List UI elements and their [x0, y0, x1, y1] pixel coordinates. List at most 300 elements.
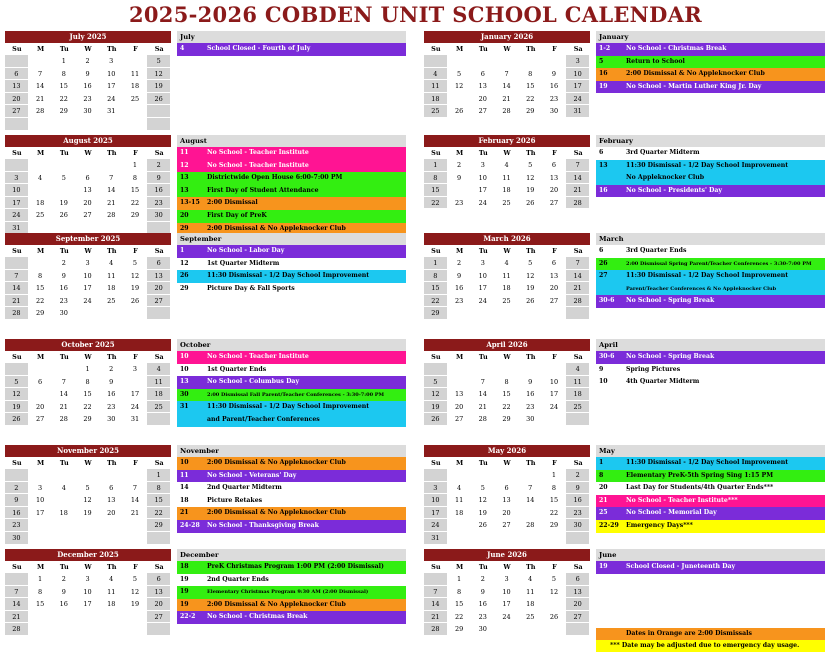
weekday-label: Su — [431, 353, 441, 361]
week-row — [5, 494, 171, 507]
event-row — [596, 245, 825, 258]
day-cell: 3 — [5, 172, 29, 185]
day-cell: 7 — [495, 68, 519, 81]
event-row — [177, 351, 406, 364]
event-row — [596, 283, 825, 296]
week-row — [5, 118, 171, 131]
weekday-label: Sa — [573, 247, 583, 255]
day-cell: 25 — [566, 401, 590, 414]
event-row — [177, 270, 406, 283]
weekday-label: Tu — [59, 247, 69, 255]
event-row — [177, 599, 406, 612]
day-cell: 11 — [424, 80, 448, 93]
event-date: 30 — [180, 390, 189, 398]
day-cell — [29, 159, 53, 172]
weekday-label: M — [36, 459, 45, 467]
event-row — [596, 147, 825, 160]
day-cell: 6 — [471, 68, 495, 81]
day-cell — [76, 159, 100, 172]
day-cell: 4 — [495, 257, 519, 270]
day-cell: 29 — [147, 519, 171, 532]
day-cell: 12 — [471, 494, 495, 507]
day-cell: 26 — [519, 197, 543, 210]
day-cell: 1 — [124, 159, 148, 172]
day-cell: 26 — [76, 519, 100, 532]
event-row — [177, 147, 406, 160]
day-cell: 4 — [448, 482, 472, 495]
week-row — [424, 507, 590, 520]
day-cell — [100, 118, 124, 131]
weekday-label: F — [552, 459, 557, 467]
day-cell: 21 — [124, 507, 148, 520]
day-cell: 30 — [147, 209, 171, 222]
event-text: Last Day for Students/4th Quarter Ends*** — [626, 484, 774, 492]
day-cell: 31 — [100, 105, 124, 118]
weekday-label: Su — [12, 563, 22, 571]
events-month-header: January — [596, 31, 825, 43]
weekday-header-row — [424, 351, 590, 363]
day-cell — [76, 532, 100, 545]
day-cell: 7 — [100, 172, 124, 185]
day-cell: 16 — [566, 494, 590, 507]
day-cell — [147, 105, 171, 118]
day-cell: 16 — [519, 388, 543, 401]
day-cell: 31 — [566, 105, 590, 118]
event-row — [177, 520, 406, 533]
day-cell — [100, 307, 124, 320]
month-calendar — [5, 339, 171, 426]
weekday-label: Tu — [478, 45, 488, 53]
event-date: 10 — [180, 365, 189, 373]
event-row — [596, 561, 825, 574]
day-cell: 21 — [495, 93, 519, 106]
weekday-label: F — [133, 247, 138, 255]
week-row — [5, 282, 171, 295]
weekday-label: W — [84, 353, 92, 361]
day-cell: 17 — [124, 388, 148, 401]
day-cell: 6 — [495, 482, 519, 495]
month-header: November 2025 — [5, 445, 171, 457]
weekday-label: Sa — [154, 353, 164, 361]
event-text: 2nd Quarter Midterm — [207, 484, 282, 492]
event-row — [177, 611, 406, 624]
event-row — [177, 197, 406, 210]
day-cell: 13 — [495, 494, 519, 507]
day-cell: 6 — [76, 172, 100, 185]
weekday-label: F — [133, 45, 138, 53]
day-cell: 10 — [543, 376, 567, 389]
event-date: 1 — [180, 247, 185, 254]
week-row — [424, 401, 590, 414]
event-date: 10 — [180, 353, 189, 360]
day-cell: 21 — [52, 401, 76, 414]
weekday-label: Su — [431, 459, 441, 467]
day-cell: 30 — [566, 519, 590, 532]
day-cell: 5 — [448, 68, 472, 81]
day-cell — [448, 55, 472, 68]
day-cell: 30 — [100, 413, 124, 426]
day-cell — [519, 623, 543, 636]
day-cell: 29 — [124, 209, 148, 222]
week-row — [5, 532, 171, 545]
week-row — [5, 376, 171, 389]
day-cell: 23 — [519, 401, 543, 414]
events-month-header: March — [596, 233, 825, 245]
day-cell: 13 — [147, 586, 171, 599]
day-cell: 16 — [100, 388, 124, 401]
day-cell: 11 — [566, 376, 590, 389]
month-events — [177, 31, 406, 56]
day-cell: 20 — [76, 197, 100, 210]
day-cell: 22 — [543, 507, 567, 520]
week-row — [5, 469, 171, 482]
day-cell: 24 — [543, 401, 567, 414]
day-cell: 13 — [543, 270, 567, 283]
week-row — [5, 307, 171, 320]
week-row — [424, 623, 590, 636]
day-cell — [147, 623, 171, 636]
event-date: 18 — [180, 563, 189, 570]
event-row — [177, 482, 406, 495]
day-cell — [76, 118, 100, 131]
day-cell — [147, 532, 171, 545]
day-cell: 10 — [100, 68, 124, 81]
event-date: 8 — [599, 471, 604, 479]
day-cell — [124, 105, 148, 118]
month-events — [177, 549, 406, 624]
week-row — [424, 55, 590, 68]
day-cell: 8 — [543, 482, 567, 495]
week-row — [424, 68, 590, 81]
event-text: Emergency Days*** — [626, 521, 693, 529]
event-row — [177, 43, 406, 56]
day-cell — [543, 307, 567, 320]
day-cell: 30 — [52, 623, 76, 636]
day-cell — [124, 469, 148, 482]
weekday-label: Sa — [154, 247, 164, 255]
day-cell: 1 — [29, 573, 53, 586]
day-cell: 5 — [519, 257, 543, 270]
day-cell: 7 — [566, 257, 590, 270]
day-cell: 3 — [29, 482, 53, 495]
day-cell: 11 — [100, 270, 124, 283]
day-cell — [566, 532, 590, 545]
event-date: 11 — [180, 471, 189, 479]
day-cell: 11 — [124, 68, 148, 81]
week-row — [5, 611, 171, 624]
day-cell — [29, 532, 53, 545]
day-cell: 18 — [100, 598, 124, 611]
day-cell: 10 — [76, 586, 100, 599]
day-cell: 9 — [52, 586, 76, 599]
day-cell: 5 — [519, 159, 543, 172]
day-cell: 28 — [471, 413, 495, 426]
day-cell: 30 — [5, 532, 29, 545]
weekday-label: W — [84, 563, 92, 571]
event-date: 13-15 — [180, 199, 200, 207]
day-cell: 18 — [519, 598, 543, 611]
day-cell: 20 — [471, 93, 495, 106]
event-text: No School - Christmas Break — [207, 613, 308, 621]
day-cell: 12 — [76, 494, 100, 507]
day-cell: 27 — [147, 295, 171, 308]
day-cell: 16 — [52, 598, 76, 611]
weekday-label: M — [455, 459, 464, 467]
day-cell: 14 — [5, 598, 29, 611]
day-cell: 20 — [100, 507, 124, 520]
day-cell: 11 — [147, 376, 171, 389]
month-header: August 2025 — [5, 135, 171, 147]
day-cell: 14 — [566, 172, 590, 185]
day-cell: 10 — [5, 184, 29, 197]
event-row — [596, 457, 825, 470]
day-cell: 24 — [124, 401, 148, 414]
month-header: September 2025 — [5, 233, 171, 245]
day-cell: 6 — [147, 573, 171, 586]
day-cell: 13 — [147, 270, 171, 283]
day-cell — [52, 532, 76, 545]
week-row — [424, 257, 590, 270]
week-row — [424, 184, 590, 197]
day-cell: 4 — [519, 573, 543, 586]
day-cell: 15 — [124, 184, 148, 197]
weekday-label: W — [503, 247, 511, 255]
weekday-label: F — [552, 563, 557, 571]
events-month-header: April — [596, 339, 825, 351]
day-cell — [5, 573, 29, 586]
month-calendar — [424, 549, 590, 636]
day-cell: 8 — [124, 172, 148, 185]
month-events — [596, 135, 825, 197]
day-cell: 20 — [5, 93, 29, 106]
event-text: 11:30 Dismissal - 1/2 Day School Improvement — [626, 161, 789, 169]
day-cell: 27 — [566, 611, 590, 624]
event-row — [596, 172, 825, 185]
weekday-label: Su — [12, 45, 22, 53]
day-cell: 8 — [29, 586, 53, 599]
event-row — [596, 81, 825, 94]
weekday-label: M — [455, 45, 464, 53]
day-cell: 27 — [471, 105, 495, 118]
day-cell: 23 — [52, 295, 76, 308]
day-cell: 10 — [495, 586, 519, 599]
day-cell: 25 — [100, 295, 124, 308]
day-cell — [29, 55, 53, 68]
day-cell: 22 — [124, 197, 148, 210]
day-cell: 14 — [5, 282, 29, 295]
week-row — [424, 494, 590, 507]
event-date: 9 — [599, 365, 604, 373]
event-text: 2:00 Dismissal & No Appleknocker Club — [207, 459, 346, 466]
day-cell: 10 — [76, 270, 100, 283]
day-cell: 8 — [29, 270, 53, 283]
week-row — [424, 519, 590, 532]
day-cell: 25 — [495, 197, 519, 210]
day-cell: 15 — [448, 598, 472, 611]
day-cell: 11 — [29, 184, 53, 197]
day-cell: 7 — [124, 482, 148, 495]
day-cell — [5, 363, 29, 376]
event-date: 10 — [180, 459, 189, 466]
event-text: 3rd Quarter Midterm — [626, 149, 700, 156]
day-cell — [566, 623, 590, 636]
day-cell: 20 — [543, 184, 567, 197]
day-cell: 2 — [52, 257, 76, 270]
event-text: No School - Teacher Institute — [207, 149, 309, 156]
day-cell: 31 — [124, 413, 148, 426]
event-row — [177, 389, 406, 402]
week-row — [424, 413, 590, 426]
event-text: 4th Quarter Midterm — [626, 378, 700, 386]
event-text: Spring Pictures — [626, 365, 681, 373]
day-cell: 18 — [100, 282, 124, 295]
day-cell: 2 — [147, 159, 171, 172]
event-date: 22-2 — [180, 613, 196, 621]
day-cell: 13 — [566, 586, 590, 599]
day-cell: 5 — [52, 172, 76, 185]
week-row — [5, 270, 171, 283]
event-date: 11 — [180, 149, 189, 156]
day-cell: 14 — [495, 80, 519, 93]
weekday-header-row — [5, 245, 171, 257]
event-date: 24-28 — [180, 521, 200, 529]
day-cell: 28 — [29, 105, 53, 118]
day-cell: 30 — [471, 623, 495, 636]
month-events — [177, 233, 406, 295]
day-cell: 13 — [471, 80, 495, 93]
weekday-label: Sa — [573, 353, 583, 361]
day-cell: 21 — [5, 295, 29, 308]
weekday-label: Th — [106, 459, 117, 467]
day-cell: 27 — [495, 519, 519, 532]
day-cell: 25 — [52, 519, 76, 532]
day-cell: 31 — [5, 222, 29, 235]
events-month-header: September — [177, 233, 406, 245]
month-calendar — [5, 233, 171, 320]
day-cell: 28 — [124, 519, 148, 532]
day-cell — [495, 307, 519, 320]
week-row — [424, 270, 590, 283]
day-cell: 12 — [519, 270, 543, 283]
month-calendar — [424, 233, 590, 320]
day-cell — [124, 118, 148, 131]
weekday-label: Tu — [478, 563, 488, 571]
day-cell — [424, 55, 448, 68]
event-text: 3rd Quarter Ends — [626, 247, 687, 254]
day-cell: 19 — [124, 598, 148, 611]
day-cell: 24 — [76, 295, 100, 308]
legend — [596, 628, 825, 652]
event-date: 19 — [180, 575, 189, 583]
week-row — [5, 598, 171, 611]
day-cell: 4 — [566, 363, 590, 376]
event-date: 13 — [180, 186, 189, 194]
event-row — [177, 172, 406, 185]
day-cell: 11 — [100, 586, 124, 599]
day-cell: 28 — [5, 307, 29, 320]
day-cell: 10 — [124, 376, 148, 389]
day-cell: 8 — [76, 376, 100, 389]
day-cell: 19 — [147, 80, 171, 93]
day-cell: 14 — [471, 388, 495, 401]
event-text: No School - Labor Day — [207, 247, 285, 254]
day-cell: 4 — [100, 257, 124, 270]
event-row — [177, 376, 406, 389]
week-row — [424, 482, 590, 495]
week-row — [5, 80, 171, 93]
day-cell: 31 — [76, 623, 100, 636]
month-events — [177, 135, 406, 235]
day-cell: 26 — [424, 413, 448, 426]
day-cell: 1 — [543, 469, 567, 482]
weekday-label: W — [503, 45, 511, 53]
month-calendar — [5, 31, 171, 131]
day-cell: 21 — [566, 184, 590, 197]
day-cell: 5 — [76, 482, 100, 495]
event-text: Picture Retakes — [207, 496, 263, 504]
day-cell: 25 — [519, 611, 543, 624]
month-header: October 2025 — [5, 339, 171, 351]
day-cell: 26 — [543, 611, 567, 624]
event-date: 20 — [599, 484, 608, 492]
day-cell: 5 — [147, 55, 171, 68]
event-row — [177, 414, 406, 427]
day-cell — [147, 118, 171, 131]
day-cell — [519, 307, 543, 320]
week-row — [5, 519, 171, 532]
weekday-label: F — [133, 459, 138, 467]
day-cell: 16 — [471, 598, 495, 611]
month-calendar — [424, 339, 590, 426]
day-cell: 13 — [76, 184, 100, 197]
weekday-label: M — [36, 563, 45, 571]
day-cell: 27 — [543, 295, 567, 308]
day-cell: 26 — [471, 519, 495, 532]
weekday-label: M — [455, 149, 464, 157]
week-row — [424, 532, 590, 545]
day-cell: 27 — [5, 105, 29, 118]
event-text: No School - Martin Luther King Jr. Day — [626, 82, 762, 90]
day-cell: 24 — [100, 93, 124, 106]
weekday-header-row — [424, 43, 590, 55]
page-title: 2025-2026 COBDEN UNIT SCHOOL CALENDAR — [128, 2, 703, 27]
event-date: 13 — [599, 161, 608, 169]
weekday-label: Sa — [154, 45, 164, 53]
event-date — [596, 283, 626, 296]
day-cell: 2 — [448, 257, 472, 270]
weekday-label: M — [36, 45, 45, 53]
day-cell: 22 — [147, 507, 171, 520]
week-row — [5, 105, 171, 118]
event-date — [596, 172, 626, 185]
week-row — [5, 55, 171, 68]
day-cell: 6 — [566, 573, 590, 586]
event-row — [177, 245, 406, 258]
event-text: Parent/Teacher Conferences & No Appleknocker Club — [626, 285, 777, 292]
day-cell: 31 — [471, 307, 495, 320]
day-cell: 29 — [495, 413, 519, 426]
weekday-label: Su — [12, 149, 22, 157]
event-text: 11:30 Dismissal - 1/2 Day School Improvement — [207, 272, 370, 280]
day-cell: 1 — [52, 55, 76, 68]
day-cell: 3 — [124, 363, 148, 376]
day-cell: 9 — [543, 68, 567, 81]
day-cell: 14 — [424, 598, 448, 611]
day-cell — [52, 118, 76, 131]
day-cell: 17 — [76, 282, 100, 295]
day-cell: 11 — [519, 586, 543, 599]
weekday-label: Th — [106, 45, 117, 53]
